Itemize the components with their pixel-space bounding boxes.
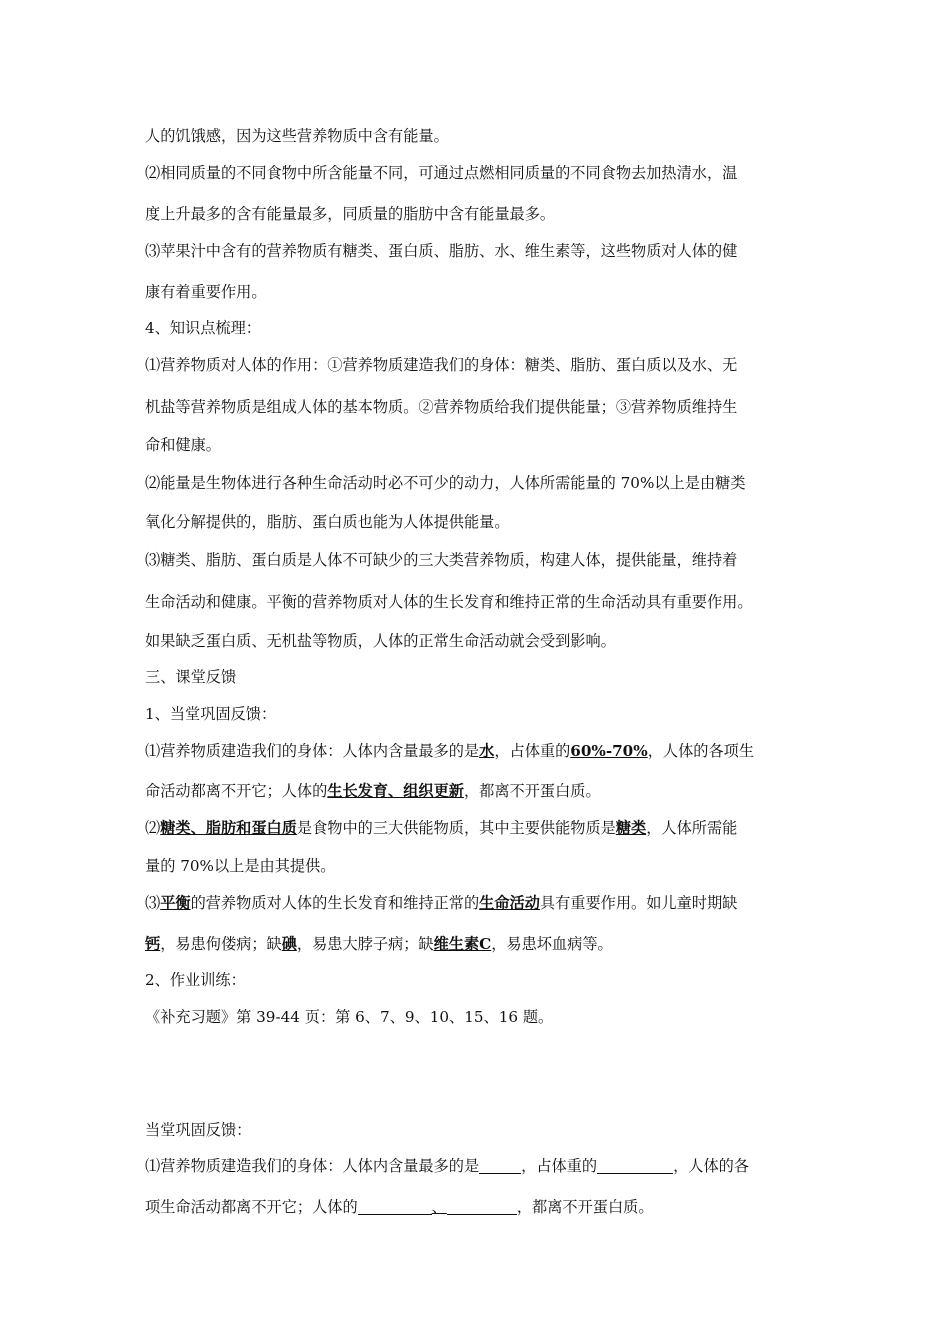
question-line [145, 1197, 654, 1217]
section-heading: 1、当堂巩固反馈： [145, 705, 277, 723]
text-run: 具有重要作用。如儿童时期缺 [539, 894, 738, 912]
answer-blank[interactable] [597, 1157, 673, 1174]
text-run: 项生命活动都离不开它；人体的 [145, 1198, 358, 1216]
paragraph-line: 命和健康。 [145, 436, 221, 454]
section-heading: 三、课堂反馈 [145, 668, 237, 686]
paragraph-line: 生命活动和健康。平衡的营养物质对人体的生长发育和维持正常的生命活动具有重要作用。 [145, 593, 753, 611]
paragraph-line: ⑴营养物质对人体的作用：①营养物质建造我们的身体：糖类、脂肪、蛋白质以及水、无 [145, 356, 738, 374]
answer-line [145, 934, 613, 954]
answer-line [145, 893, 737, 913]
text-run: ⑵ [145, 819, 161, 837]
section-heading: 4、知识点梳理： [145, 319, 261, 337]
text-run: ，人体的各 [673, 1157, 749, 1175]
answer-blank[interactable] [479, 1157, 521, 1174]
question-line [145, 1156, 749, 1176]
answer-blank[interactable] [358, 1198, 432, 1215]
answer-filled: 碘 [281, 935, 297, 953]
text-run: ，占体重的 [521, 1157, 598, 1175]
paragraph-line: 康有着重要作用。 [145, 283, 267, 301]
answer-filled: 平衡 [160, 894, 191, 912]
text-run: ，都离不开蛋白质。 [463, 782, 601, 800]
text-run: ⑴营养物质建造我们的身体：人体内含量最多的是 [145, 1157, 480, 1175]
text-run: ，都离不开蛋白质。 [516, 1198, 654, 1216]
answer-filled: 钙 [145, 935, 161, 953]
text-run: ，人体所需能 [646, 819, 738, 837]
paragraph-line: 机盐等营养物质是组成人体的基本物质。②营养物质给我们提供能量；③营养物质维持生 [145, 398, 738, 416]
text-run: ⑶ [145, 894, 161, 912]
answer-filled: 糖类 [615, 819, 647, 837]
text-run: 命活动都离不开它；人体的 [145, 782, 328, 800]
text-run: ，占体重的 [494, 742, 571, 760]
answer-filled: 维生素C [433, 935, 492, 953]
answer-filled: 水 [479, 742, 495, 760]
text-run: 是食物中的三大供能物质，其中主要供能物质是 [296, 819, 616, 837]
paragraph-line: 人的饥饿感，因为这些营养物质中含有能量。 [145, 127, 449, 145]
answer-filled: 生命活动 [479, 894, 540, 912]
section-heading: 当堂巩固反馈： [145, 1121, 252, 1139]
paragraph-line: 《补充习题》第 39-44 页：第 6、7、9、10、15、16 题。 [145, 1008, 554, 1026]
paragraph-line: 氧化分解提供的，脂肪、蛋白质也能为人体提供能量。 [145, 513, 510, 531]
paragraph-line: 度上升最多的含有能量最多，同质量的脂肪中含有能量最多。 [145, 205, 556, 223]
text-run: ，易患坏血病等。 [491, 935, 613, 953]
text-run: ⑴营养物质建造我们的身体：人体内含量最多的是 [145, 742, 480, 760]
answer-line [145, 818, 737, 838]
text-run: 的营养物质对人体的生长发育和维持正常的 [190, 894, 480, 912]
blank-separator: 、 [431, 1198, 447, 1216]
paragraph-line: ⑶苹果汁中含有的营养物质有糖类、蛋白质、脂肪、水、维生素等，这些物质对人体的健 [145, 242, 738, 260]
answer-filled: 糖类、脂肪和蛋白质 [160, 819, 297, 837]
text-run: ，易患大脖子病；缺 [296, 935, 434, 953]
answer-filled: 生长发育、组织更新 [327, 782, 464, 800]
answer-line [145, 741, 754, 761]
section-heading: 2、作业训练： [145, 971, 246, 989]
paragraph-line: ⑵相同质量的不同食物中所含能量不同，可通过点燃相同质量的不同食物去加热清水，温 [145, 164, 738, 182]
paragraph-line: 量的 70%以上是由其提供。 [145, 857, 336, 875]
text-run: ，人体的各项生 [647, 742, 754, 760]
paragraph-line: ⑵能量是生物体进行各种生命活动时必不可少的动力，人体所需能量的 70%以上是由糖类 [145, 474, 746, 492]
text-run: ，易患佝偻病；缺 [160, 935, 282, 953]
answer-blank[interactable] [447, 1198, 517, 1215]
answer-line [145, 781, 601, 801]
paragraph-line: 如果缺乏蛋白质、无机盐等物质，人体的正常生命活动就会受到影响。 [145, 632, 616, 650]
paragraph-line: ⑶糖类、脂肪、蛋白质是人体不可缺少的三大类营养物质，构建人体，提供能量，维持着 [145, 551, 738, 569]
answer-filled: 60%-70% [570, 742, 648, 760]
